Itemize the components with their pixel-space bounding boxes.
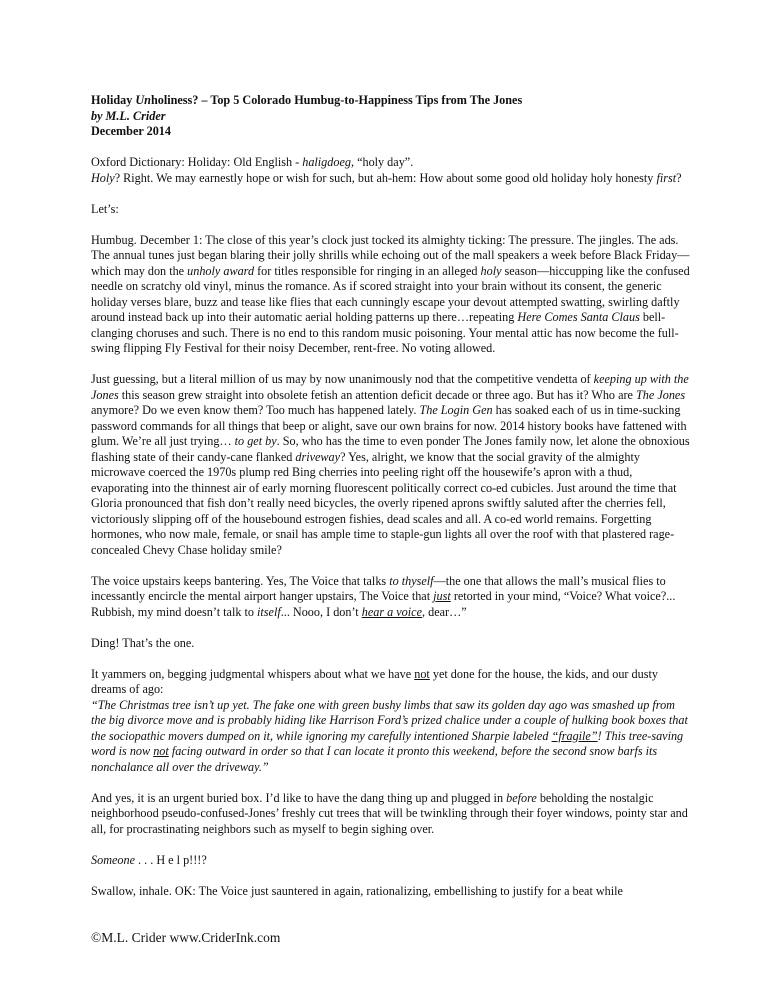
document-body — [91, 93, 691, 915]
date-line: December 2014 — [91, 124, 171, 138]
paragraph-urgent-box: And yes, it is an urgent buried box. I’d like to have the dang thing up and plugged in before beholding the nostalgic neighborhood pseudo-confused-Jones’ freshly cut trees that will be twinkling through their foyer windows, pointy star and all, for procrastinating neighbors such as myself to begin sighing over. — [91, 790, 688, 836]
byline: by M.L. Crider — [91, 108, 166, 123]
footer-copyright: ©M.L. Crider www.CriderInk.com — [91, 930, 281, 945]
paragraph-help: Someone . . . H e l p!!!? — [91, 852, 207, 867]
paragraph-swallow: Swallow, inhale. OK: The Voice just sauntered in again, rationalizing, embellishing to justify for a beat while — [91, 883, 623, 898]
paragraph-ding: Ding! That’s the one. — [91, 635, 195, 650]
page-title: Holiday Unholiness? – Top 5 Colorado Humbug-to-Happiness Tips from The Jones — [91, 93, 523, 107]
paragraph-lets: Let’s: — [91, 201, 119, 216]
paragraph-jones: Just guessing, but a literal million of us may by now unanimously nod that the competitive vendetta of keeping up with the Jones this season grew straight into obsolete fetish an attention deficit decade or three ago. But has it? Who are The Jones anymore? Do we even know them? Too much has happened lately. The Login Gen has soaked each of us in time-sucking password commands for all things that beep or alight, save our own brains for now. 2014 history books have fattened with glum. We’re all just trying… to get by. So, who has the time to even ponder The Jones family now, let alone the obnoxious flashing state of their candy-cane flanked driveway? Yes, alright, we know that the social gravity of the almighty microwave coerced the 1970s plump red Bing cherries into peeling right off the housewife’s apron with a thud, evaporating into the thinnest air of early morning fluorescent politically correct co-ed cubicles. Just around the time that Gloria pronounced that fish don’t really need bicycles, the overly ripened aprons swiftly saluted after the cherries fell, victoriously slipping off of the housebound estrogen fishies, dead scales and all. A co-ed world remains. Forgetting hormones, who now male, female, or snail has ample time to staple-gun lights all over the roof with that plastered rage-concealed Chevy Chase holiday smile? — [91, 372, 690, 557]
paragraph-voice: The voice upstairs keeps bantering. Yes, The Voice that talks to thyself—the one that allows the mall’s musical flies to incessantly encircle the mental airport hanger upstairs, The Voice that just retorted in your mind, “Voice? What voice?... Rubbish, my mind doesn’t talk to itself... Nooo, I don’t hear a voice, dear…” — [91, 573, 676, 619]
paragraph-yammers: It yammers on, begging judgmental whispers about what we have not yet done for the house, the kids, and our dusty dreams of ago: “The Christmas tree isn’t up yet. The fake one with green bushy limbs that saw its golden day ago was smashed up from the big divorce move and is probably hiding like Harrison Ford’s prized chalice under a couple of hulking book boxes that the sociopathic movers dumped on it, while ignoring my carefully intentioned Sharpie labeled “fragile”! This tree-saving word is now not facing outward in order so that I can locate it pronto this weekend, before the second snow barfs its nonchalance all over the driveway.” — [91, 666, 688, 774]
paragraph-definition: Oxford Dictionary: Holiday: Old English - haligdoeg, “holy day”. Holy? Right. We may earnestly hope or wish for such, but ah-hem: How about some good old holiday holy honesty first? — [91, 155, 682, 185]
paragraph-humbug: Humbug. December 1: The close of this year’s clock just tocked its almighty ticking: The pressure. The jingles. The ads. The annual tunes just began blaring their jolly shrills while echoing out of the mall speakers a week before Black Friday—which may don the unholy award for titles responsible for ringing in an alleged holy season—hiccupping like the confused needle on scratchy old vinyl, minus the romance. As if scored straight into your brain without its consent, the generic holiday verses blare, buzz and tease like flies that each cunningly escape your devout attempted swatting, swirling daftly around instead back up into their automatic aerial holding patterns up there…repeating Here Comes Santa Claus bell-clanging choruses and such. There is no end to this random music poisoning. Your mental attic has now become the full-swing flipping Fly Festival for their noisy December, rent-free. No voting allowed. — [91, 232, 690, 355]
document-header — [91, 93, 691, 140]
